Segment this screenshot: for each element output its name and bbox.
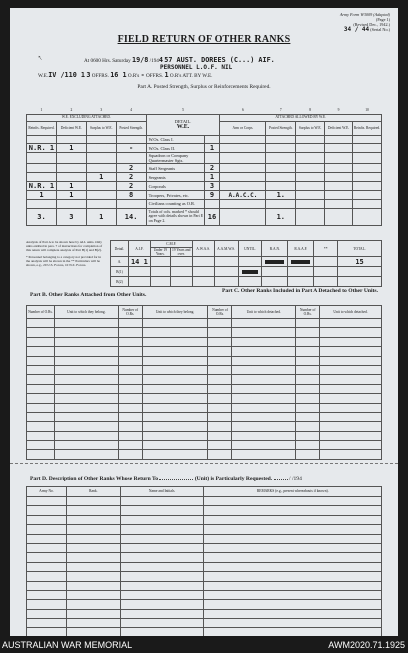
- cell-we: [204, 200, 220, 209]
- form-number-block: [340, 12, 390, 32]
- raaf-header: R.A.A.F.: [288, 241, 314, 257]
- date-prefix: At 0600 Hrs. Saturday: [84, 58, 131, 64]
- cell-att-posted: [266, 135, 296, 144]
- we-label: W.E.: [38, 73, 49, 79]
- row-label: W.Os. Class I.: [146, 135, 204, 144]
- part-bc-table: [26, 305, 382, 460]
- cell-surplus: [86, 191, 116, 200]
- cell-att-posted: 1.: [266, 191, 296, 200]
- att-reinfts-header: Reinfts. Required.: [353, 121, 382, 135]
- cell-reinfts: [27, 164, 57, 173]
- serial-label: (Serial No.): [370, 27, 390, 32]
- cell-we: 1: [204, 173, 220, 182]
- cell-we: 9: [204, 191, 220, 200]
- row-label: Totals of cols. marked * should agree with details shown in Part E on Page 2.: [146, 208, 204, 225]
- year-prefix: /194: [149, 58, 159, 64]
- cell-reinfts: N.R. 1: [27, 144, 57, 153]
- army-form-number: Army Form W3009 (Adapted): [339, 12, 390, 17]
- cell-att-posted: [266, 182, 296, 191]
- or-typed: 16 1: [110, 71, 127, 79]
- col-num-5: 5: [182, 108, 184, 113]
- personnel-line: PERSONNEL L.O.F. NIL: [160, 64, 233, 71]
- cell-arm: [220, 182, 266, 191]
- cell-arm: A.A.C.C.: [220, 191, 266, 200]
- cell-arm: [220, 153, 266, 164]
- total-header: TOTAL.: [338, 241, 382, 257]
- or-label: O.R's: [127, 73, 140, 79]
- col-num-8: 8: [309, 108, 312, 113]
- table-row: [27, 173, 382, 182]
- cell-deficient: [56, 135, 86, 144]
- part-a-title: Part A. Posted Strength, Surplus or Reinforcements Required.: [137, 84, 271, 90]
- att-surplus-header: Surplus to W.E.: [296, 121, 325, 135]
- row-label: Squadron or Company Quartermaster Sgts.: [146, 153, 204, 164]
- cell-deficient: 1: [56, 144, 86, 153]
- cell-reinfts: 1: [27, 191, 57, 200]
- cell-surplus: 1: [86, 173, 116, 182]
- cell-att-posted: [266, 144, 296, 153]
- col-num-6: 6: [242, 108, 244, 113]
- analysis-row-label: B(1): [111, 267, 129, 277]
- cell-deficient: 1: [56, 182, 86, 191]
- analysis-row-b1: [111, 267, 382, 277]
- offrs-typed: 3: [86, 71, 91, 79]
- cell-we: 2: [204, 164, 220, 173]
- cell-deficient: 3: [56, 208, 86, 225]
- cell-reinfts: [27, 173, 57, 182]
- cell-reinfts: N.R. 1: [27, 182, 57, 191]
- surplus-header: Surplus to W.E.: [86, 121, 116, 135]
- offrs2-label: OFFRS.: [146, 73, 164, 79]
- analysis-row-a: [111, 257, 382, 267]
- cell-posted: [116, 153, 146, 164]
- cell-arm: [220, 144, 266, 153]
- cell-posted: -: [116, 144, 146, 153]
- aamws-header: A.A.M.W.S.: [214, 241, 238, 257]
- part-b-title: Part B. Other Ranks Attached from Other Units.: [30, 292, 147, 298]
- row-label: Civilians counting as O.R.: [146, 200, 204, 209]
- offrs2-typed: -: [140, 71, 145, 79]
- cell-surplus: [86, 164, 116, 173]
- analysis-note: Analysis of Part A to be shown here by ALL units. Only units entitled in para. 7 of instructions for completion of this return will complete analysis of Part B(1) and B(2). * Personnel belonging to a category not provided for in the analysis will be shown in the ** Particulars will be shown, e.g., 20 U.S. Forces, 10 N.Z. Forces.: [26, 240, 103, 267]
- date-line: [84, 56, 275, 64]
- cell-reinfts: 3.: [27, 208, 57, 225]
- c-number-header: Number of O.Rs.: [208, 306, 232, 319]
- att-label: ATT. BY W.E.: [182, 73, 213, 79]
- cell-surplus: [86, 144, 116, 153]
- posted-strength-header: Posted Strength.: [116, 121, 146, 135]
- cell-posted: [116, 200, 146, 209]
- page-indicator: (Page 1): [375, 17, 390, 22]
- cell-posted: 14.: [116, 208, 146, 225]
- analysis-table: [110, 240, 382, 287]
- arrow-icon: ↑: [35, 52, 45, 63]
- reinfts-required-header: Reinfts. Required.: [27, 121, 57, 135]
- col-num-7: 7: [279, 108, 282, 113]
- col-num-9: 9: [337, 108, 340, 113]
- c-number2-header: Number of O.Rs.: [296, 306, 320, 319]
- cell-att-posted: [266, 164, 296, 173]
- table-row: [27, 182, 382, 191]
- analysis-row-label: B(2): [111, 277, 129, 287]
- row-label: W.Os. Class II.: [146, 144, 204, 153]
- totals-row: [27, 208, 382, 225]
- name-header: Name and Initials.: [120, 487, 204, 497]
- we-typed: IV /110 1: [48, 71, 86, 79]
- c-unit-header: Unit to which detached.: [232, 306, 296, 319]
- b-unit2-header: Unit to which they belong.: [142, 306, 208, 319]
- serial-number: [340, 27, 390, 32]
- serial-typed: 34 / 44: [343, 26, 370, 33]
- fold-line: [10, 463, 398, 464]
- cell-surplus: [86, 200, 116, 209]
- until-header: UNTIL.: [238, 241, 262, 257]
- part-d-title: Part D. Description of Other Ranks Whose Return To (Unit) is Particularly Requested. / /194: [30, 476, 302, 482]
- redacted-mark: [265, 260, 284, 264]
- part-d-table: [26, 486, 382, 636]
- table-row: [27, 191, 382, 200]
- col-num-2: 2: [70, 108, 73, 113]
- cell-deficient: 1: [56, 191, 86, 200]
- cell-att-posted: [266, 153, 296, 164]
- or2-typed: 1: [164, 71, 169, 79]
- table-row: [27, 164, 382, 173]
- remarks-header: REMARKS (e.g., present whereabouts if known).: [204, 487, 382, 497]
- part-c-title: Part C. Other Ranks Included in Part A Detached to Other Units.: [222, 288, 378, 294]
- cell-surplus: 1: [86, 208, 116, 225]
- army-no-header: Army No.: [27, 487, 67, 497]
- aif-value: 14 1: [128, 257, 150, 267]
- b-unit-header: Unit to which they belong.: [54, 306, 118, 319]
- cell-surplus: [86, 153, 116, 164]
- cell-att-posted: 1.: [266, 208, 296, 225]
- table-row: [27, 144, 382, 153]
- att-deficient-header: Deficient W.E.: [325, 121, 353, 135]
- analysis-row-b2: [111, 277, 382, 287]
- table-row: [27, 200, 382, 209]
- we-excluding-group: W.E. EXCLUDING ATTACHED.: [27, 114, 147, 121]
- cell-deficient: [56, 164, 86, 173]
- footer-left-credit: AUSTRALIAN WAR MEMORIAL: [2, 640, 133, 650]
- col-number-row: [27, 107, 382, 114]
- deficient-header: Deficient W.E.: [56, 121, 86, 135]
- we-line: [38, 71, 212, 79]
- or2-label: O.R's: [169, 73, 182, 79]
- b-number-header: Number of O.Rs.: [27, 306, 55, 319]
- cell-posted: 2: [116, 182, 146, 191]
- cell-posted: 2: [116, 164, 146, 173]
- unit-typed: 57 AUST. DOREES (C...) AIF.: [164, 56, 275, 64]
- cell-arm: [220, 208, 266, 225]
- total-value: 15: [338, 257, 382, 267]
- redacted-mark: [291, 260, 310, 264]
- cell-arm: [220, 173, 266, 182]
- cell-arm: [220, 200, 266, 209]
- ran-header: R.A.N.: [262, 241, 288, 257]
- cell-posted: [116, 135, 146, 144]
- col-num-3: 3: [100, 108, 103, 113]
- b-number2-header: Number of O.Rs.: [118, 306, 142, 319]
- cell-surplus: [86, 135, 116, 144]
- col-num-1: 1: [40, 108, 43, 113]
- table-row: [27, 153, 382, 164]
- row-label: Staff Sergeants: [146, 164, 204, 173]
- cell-posted: 2: [116, 173, 146, 182]
- offrs-label: OFFRS.: [91, 73, 109, 79]
- other-header: **: [314, 241, 338, 257]
- table-row: [27, 135, 382, 144]
- arm-corps-header: Arm or Corps.: [220, 121, 266, 135]
- c-unit2-header: Unit to which detached.: [320, 306, 382, 319]
- cell-att-posted: [266, 173, 296, 182]
- cell-we: [204, 135, 220, 144]
- redacted-mark: [242, 270, 259, 274]
- cell-surplus: [86, 182, 116, 191]
- col-num-4: 4: [130, 108, 133, 113]
- cell-arm: [220, 135, 266, 144]
- cell-arm: [220, 164, 266, 173]
- footer-accession-number: AWM2020.71.1925: [328, 640, 405, 650]
- over19-header: 19 Years and over.: [171, 248, 191, 257]
- revision-date: (Revised Dec., 1942.): [353, 22, 390, 27]
- cmf-header: C.M.F.: [150, 241, 192, 248]
- cell-reinfts: [27, 200, 57, 209]
- form-title: FIELD RETURN OF OTHER RANKS: [117, 34, 291, 45]
- col-num-10: 10: [365, 108, 369, 113]
- date-typed: 19/8: [131, 56, 149, 64]
- row-label: Corporals: [146, 182, 204, 191]
- cell-we: 16: [204, 208, 220, 225]
- cell-deficient: [56, 200, 86, 209]
- rank-header: Rank.: [66, 487, 120, 497]
- cell-posted: 8: [116, 191, 146, 200]
- cell-reinfts: [27, 135, 57, 144]
- attached-group: ATTACHED ALLOWED BY W.E.: [220, 114, 382, 121]
- form-sheet: [10, 8, 398, 636]
- row-label: Troopers, Privates, etc.: [146, 191, 204, 200]
- cell-deficient: [56, 173, 86, 182]
- row-label: Sergeants: [146, 173, 204, 182]
- cell-we: 1: [204, 144, 220, 153]
- analysis-row-label: A.: [111, 257, 129, 267]
- aif-header: A.I.F.: [128, 241, 150, 257]
- detail-col-header: Detail.: [111, 241, 129, 257]
- year-typed: 4: [158, 56, 163, 64]
- cell-we: [204, 153, 220, 164]
- cell-att-posted: [266, 200, 296, 209]
- cell-deficient: [56, 153, 86, 164]
- under19-header: Under 19 Years.: [150, 248, 170, 257]
- cell-we: 3: [204, 182, 220, 191]
- part-a-table: [26, 107, 382, 226]
- awas-header: A.W.A.S.: [192, 241, 214, 257]
- detail-header: DETAIL. W.E.: [146, 114, 220, 135]
- att-posted-header: Posted Strength.: [266, 121, 296, 135]
- cell-reinfts: [27, 153, 57, 164]
